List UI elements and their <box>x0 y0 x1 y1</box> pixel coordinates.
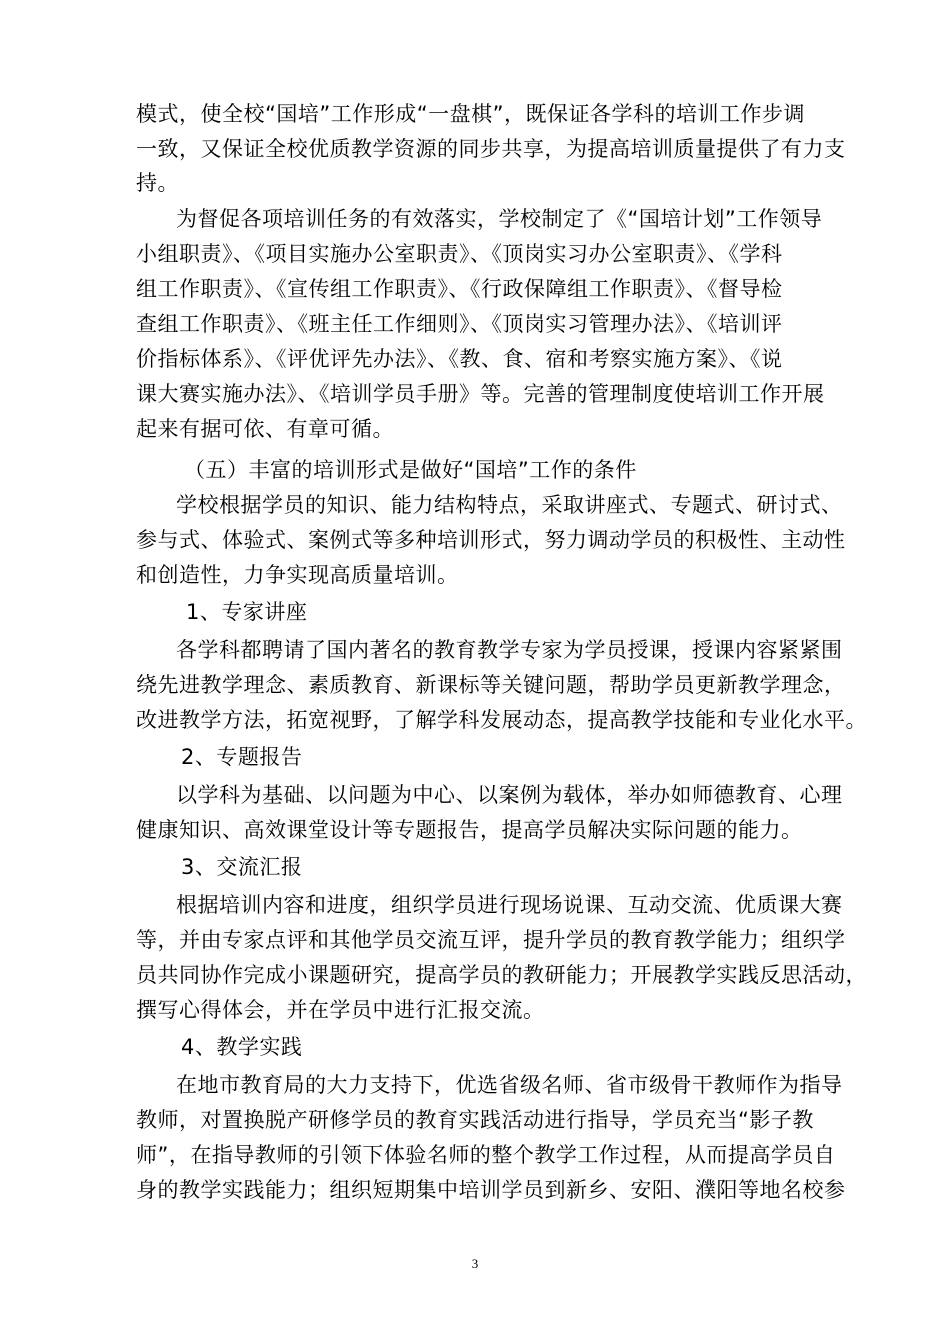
paragraph-first-line: 学校根据学员的知识、能力结构特点，采取讲座式、专题式、研讨式、 <box>176 493 843 517</box>
body-text-line: 等，并由专家点评和其他学员交流互评，提升学员的教育教学能力；组织学 <box>136 928 846 952</box>
body-text-line: 参与式、体验式、案例式等多种培训形式，努力调动学员的积极性、主动性 <box>136 528 846 552</box>
section-heading: （五）丰富的培训形式是做好“国培”工作的条件 <box>184 458 637 482</box>
body-text-line: 课大赛实施办法》、《培训学员手册》等。完善的管理制度使培训工作开展 <box>136 382 825 406</box>
body-text-line: 撰写心得体会，并在学员中进行汇报交流。 <box>136 998 545 1022</box>
body-text-line: 绕先进教学理念、素质教育、新课标等关键问题，帮助学员更新教学理念， <box>136 673 846 697</box>
subsection-heading: 2、专题报告 <box>181 745 303 769</box>
subsection-heading: 3、交流汇报 <box>181 855 303 879</box>
body-text-line: 员共同协作完成小课题研究，提高学员的教研能力；开展教学实践反思活动， <box>136 963 867 987</box>
paragraph-first-line: 在地市教育局的大力支持下，优选省级名师、省市级骨干教师作为指导 <box>176 1073 843 1097</box>
body-text-line: 师”，在指导教师的引领下体验名师的整个教学工作过程，从而提高学员自 <box>136 1143 836 1167</box>
body-text-line: 起来有据可依、有章可循。 <box>136 417 394 441</box>
body-text-line: 和创造性，力争实现高质量培训。 <box>136 563 459 587</box>
body-text-line: 模式，使全校“国培”工作形成“一盘棋”，既保证各学科的培训工作步调 <box>136 102 806 126</box>
body-text-line: 健康知识、高效课堂设计等专题报告，提高学员解决实际问题的能力。 <box>136 818 803 842</box>
paragraph-first-line: 各学科都聘请了国内著名的教育教学专家为学员授课，授课内容紧紧围 <box>176 638 843 662</box>
paragraph-first-line: 为督促各项培训任务的有效落实，学校制定了《“国培计划”工作领导 <box>176 207 823 231</box>
body-text-line: 改进教学方法，拓宽视野，了解学科发展动态，提高教学技能和专业化水平。 <box>136 708 867 732</box>
body-text-line: 组工作职责》、《宣传组工作职责》、《行政保障组工作职责》、《督导检 <box>136 277 783 301</box>
body-text-line: 价指标体系》、《评优评先办法》、《教、食、宿和考察实施方案》、《说 <box>136 347 783 371</box>
body-text-line: 教师，对置换脱产研修学员的教育实践活动进行指导，学员充当“影子教 <box>136 1108 814 1132</box>
body-text-line: 身的教学实践能力；组织短期集中培训学员到新乡、安阳、濮阳等地名校参 <box>136 1178 846 1202</box>
subsection-heading: 1、专家讲座 <box>186 600 308 624</box>
body-text-line: 持。 <box>136 171 179 195</box>
body-text-line: 小组职责》、《项目实施办公室职责》、《顶岗实习办公室职责》、《学科 <box>136 242 783 266</box>
body-text-line: 查组工作职责》、《班主任工作细则》、《顶岗实习管理办法》、《培训评 <box>136 312 783 336</box>
page-number: 3 <box>471 1256 479 1271</box>
paragraph-first-line: 根据培训内容和进度，组织学员进行现场说课、互动交流、优质课大赛 <box>176 893 843 917</box>
body-text-line: 一致，又保证全校优质教学资源的同步共享，为提高培训质量提供了有力支 <box>136 137 846 161</box>
subsection-heading: 4、教学实践 <box>181 1035 303 1059</box>
paragraph-first-line: 以学科为基础、以问题为中心、以案例为载体，举办如师德教育、心理 <box>176 783 843 807</box>
